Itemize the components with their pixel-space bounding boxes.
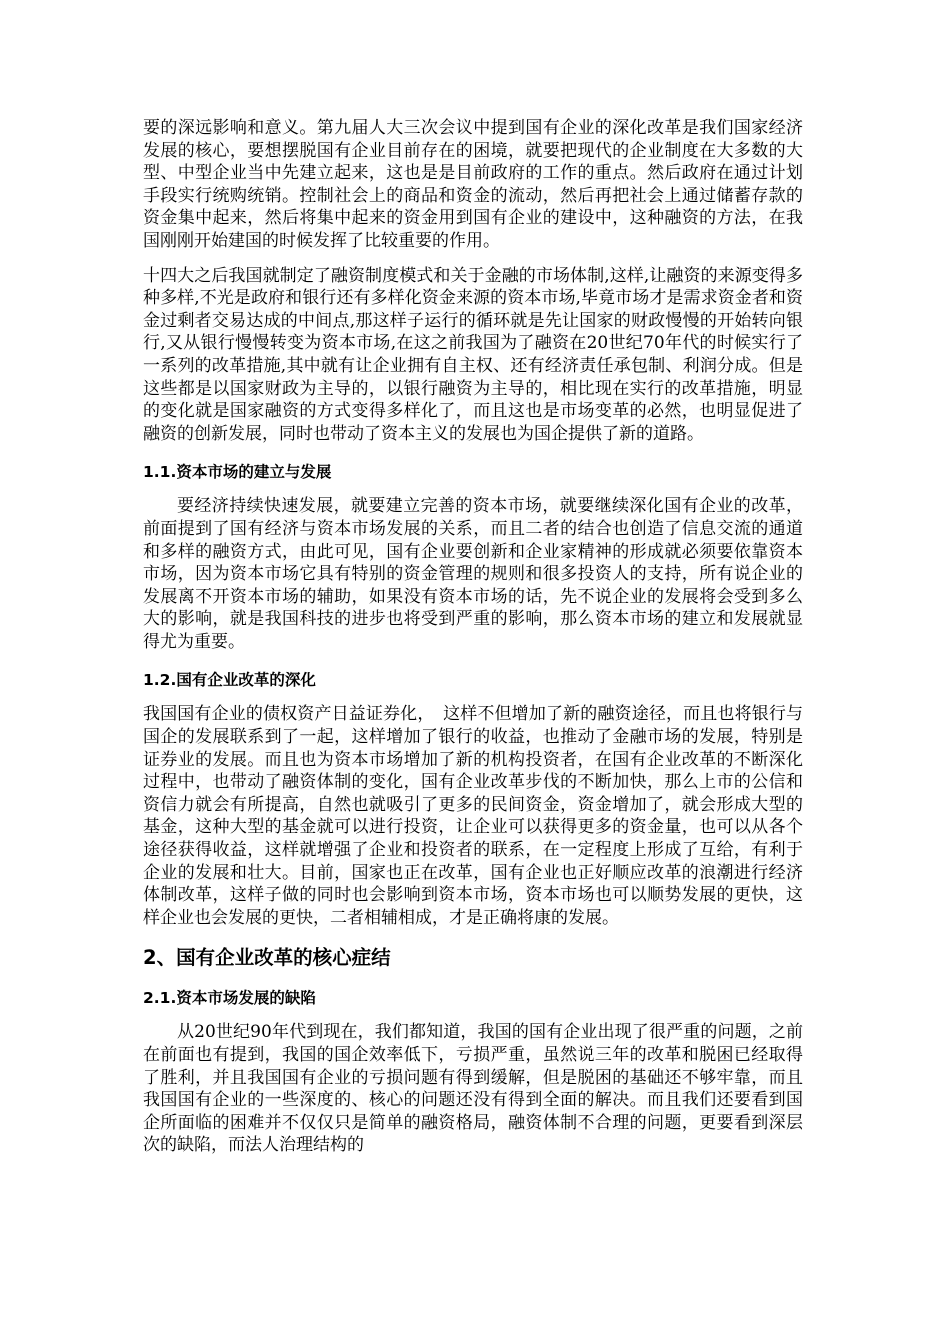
paragraph-capital-market: 要经济持续快速发展，就要建立完善的资本市场，就要继续深化国有企业的改革，前面提到了国有经济与资本市场发展的关系，而且二者的结合也创造了信息交流的通道和多样的融资方式，由此可见，国有企业要创新和企业家精神的形成就必须要依靠资本市场，因为资本市场它具有特别的资金管理的规则和很多投资人的支持，所有说企业的发展离不开资本市场的辅助，如果没有资本市场的话，先不说企业的发展将会受到多么大的影响，就是我国科技的进步也将受到严重的影响，那么资本市场的建立和发展就显得尤为重要。 <box>143 496 803 652</box>
paragraph-market-defects: 从20世纪90年代到现在，我们都知道，我国的国有企业出现了很严重的问题，之前在前面也有提到，我国的国企效率低下，亏损严重，虽然说三年的改革和脱困已经取得了胜利，并且我国国有企业的亏损问题有得到缓解，但是脱困的基础还不够牢靠，而且我国国有企业的一些深度的、核心的问题还没有得到全面的解决。而且我们还要看到国企所面临的困难并不仅仅只是简单的融资格局，融资体制不合理的问题，更要看到深层次的缺陷，而法人治理结构的 <box>143 1022 803 1156</box>
heading-2: 2、国有企业改革的核心症结 <box>143 946 391 970</box>
heading-2-1: 2.1.资本市场发展的缺陷 <box>143 989 316 1008</box>
heading-1-2: 1.2.国有企业改革的深化 <box>143 671 316 690</box>
heading-1-1: 1.1.资本市场的建立与发展 <box>143 463 332 482</box>
paragraph-soe-reform-deepening: 我国国有企业的债权资产日益证券化， 这样不但增加了新的融资途径，而且也将银行与国企的发展联系到了一起，这样增加了银行的收益，也推动了金融市场的发展，特别是证券业的发展。而且也为资本市场增加了新的机构投资者，在国有企业改革的不断深化过程中，也带动了融资体制的变化，国有企业改革步伐的不断加快，那么上市的公信和资信力就会有所提高，自然也就吸引了更多的民间资金，资金增加了，就会形成大型的基金，这种大型的基金就可以进行投资，让企业可以获得更多的资金量，也可以从各个途径获得收益，这样就增强了企业和投资者的联系，在一定程度上形成了互给，有利于企业的发展和壮大。目前，国家也正在改革，国有企业也正好顺应改革的浪潮进行经济体制改革，这样子做的同时也会影响到资本市场，资本市场也可以顺势发展的更快，这样企业也会发展的更快，二者相辅相成，才是正确将康的发展。 <box>143 704 803 928</box>
document-page <box>143 117 803 1169</box>
paragraph-financing-reform: 十四大之后我国就制定了融资制度模式和关于金融的市场体制,这样,让融资的来源变得多种多样,不光是政府和银行还有多样化资金来源的资本市场,毕竟市场才是需求资金者和资金过剩者交易达成的中间点,那这样子运行的循环就是先让国家的财政慢慢的开始转向银行,又从银行慢慢转变为资本市场,在这之前我国为了融资在20世纪70年代的时候实行了一系列的改革措施,其中就有让企业拥有自主权、还有经济责任承包制、利润分成。但是这些都是以国家财政为主导的，以银行融资为主导的，相比现在实行的改革措施，明显的变化就是国家融资的方式变得多样化了，而且这也是市场变革的必然，也明显促进了融资的创新发展，同时也带动了资本主义的发展也为国企提供了新的道路。 <box>143 265 803 444</box>
paragraph-intro-continued: 要的深远影响和意义。第九届人大三次会议中提到国有企业的深化改革是我们国家经济发展的核心，要想摆脱国有企业目前存在的困境，就要把现代的企业制度在大多数的大型、中型企业当中先建立起来，这也是是目前政府的工作的重点。然后政府在通过计划手段实行统购统销。控制社会上的商品和资金的流动，然后再把社会上通过储蓄存款的资金集中起来，然后将集中起来的资金用到国有企业的建设中，这种融资的方法，在我国刚刚开始建国的时候发挥了比较重要的作用。 <box>143 118 803 251</box>
